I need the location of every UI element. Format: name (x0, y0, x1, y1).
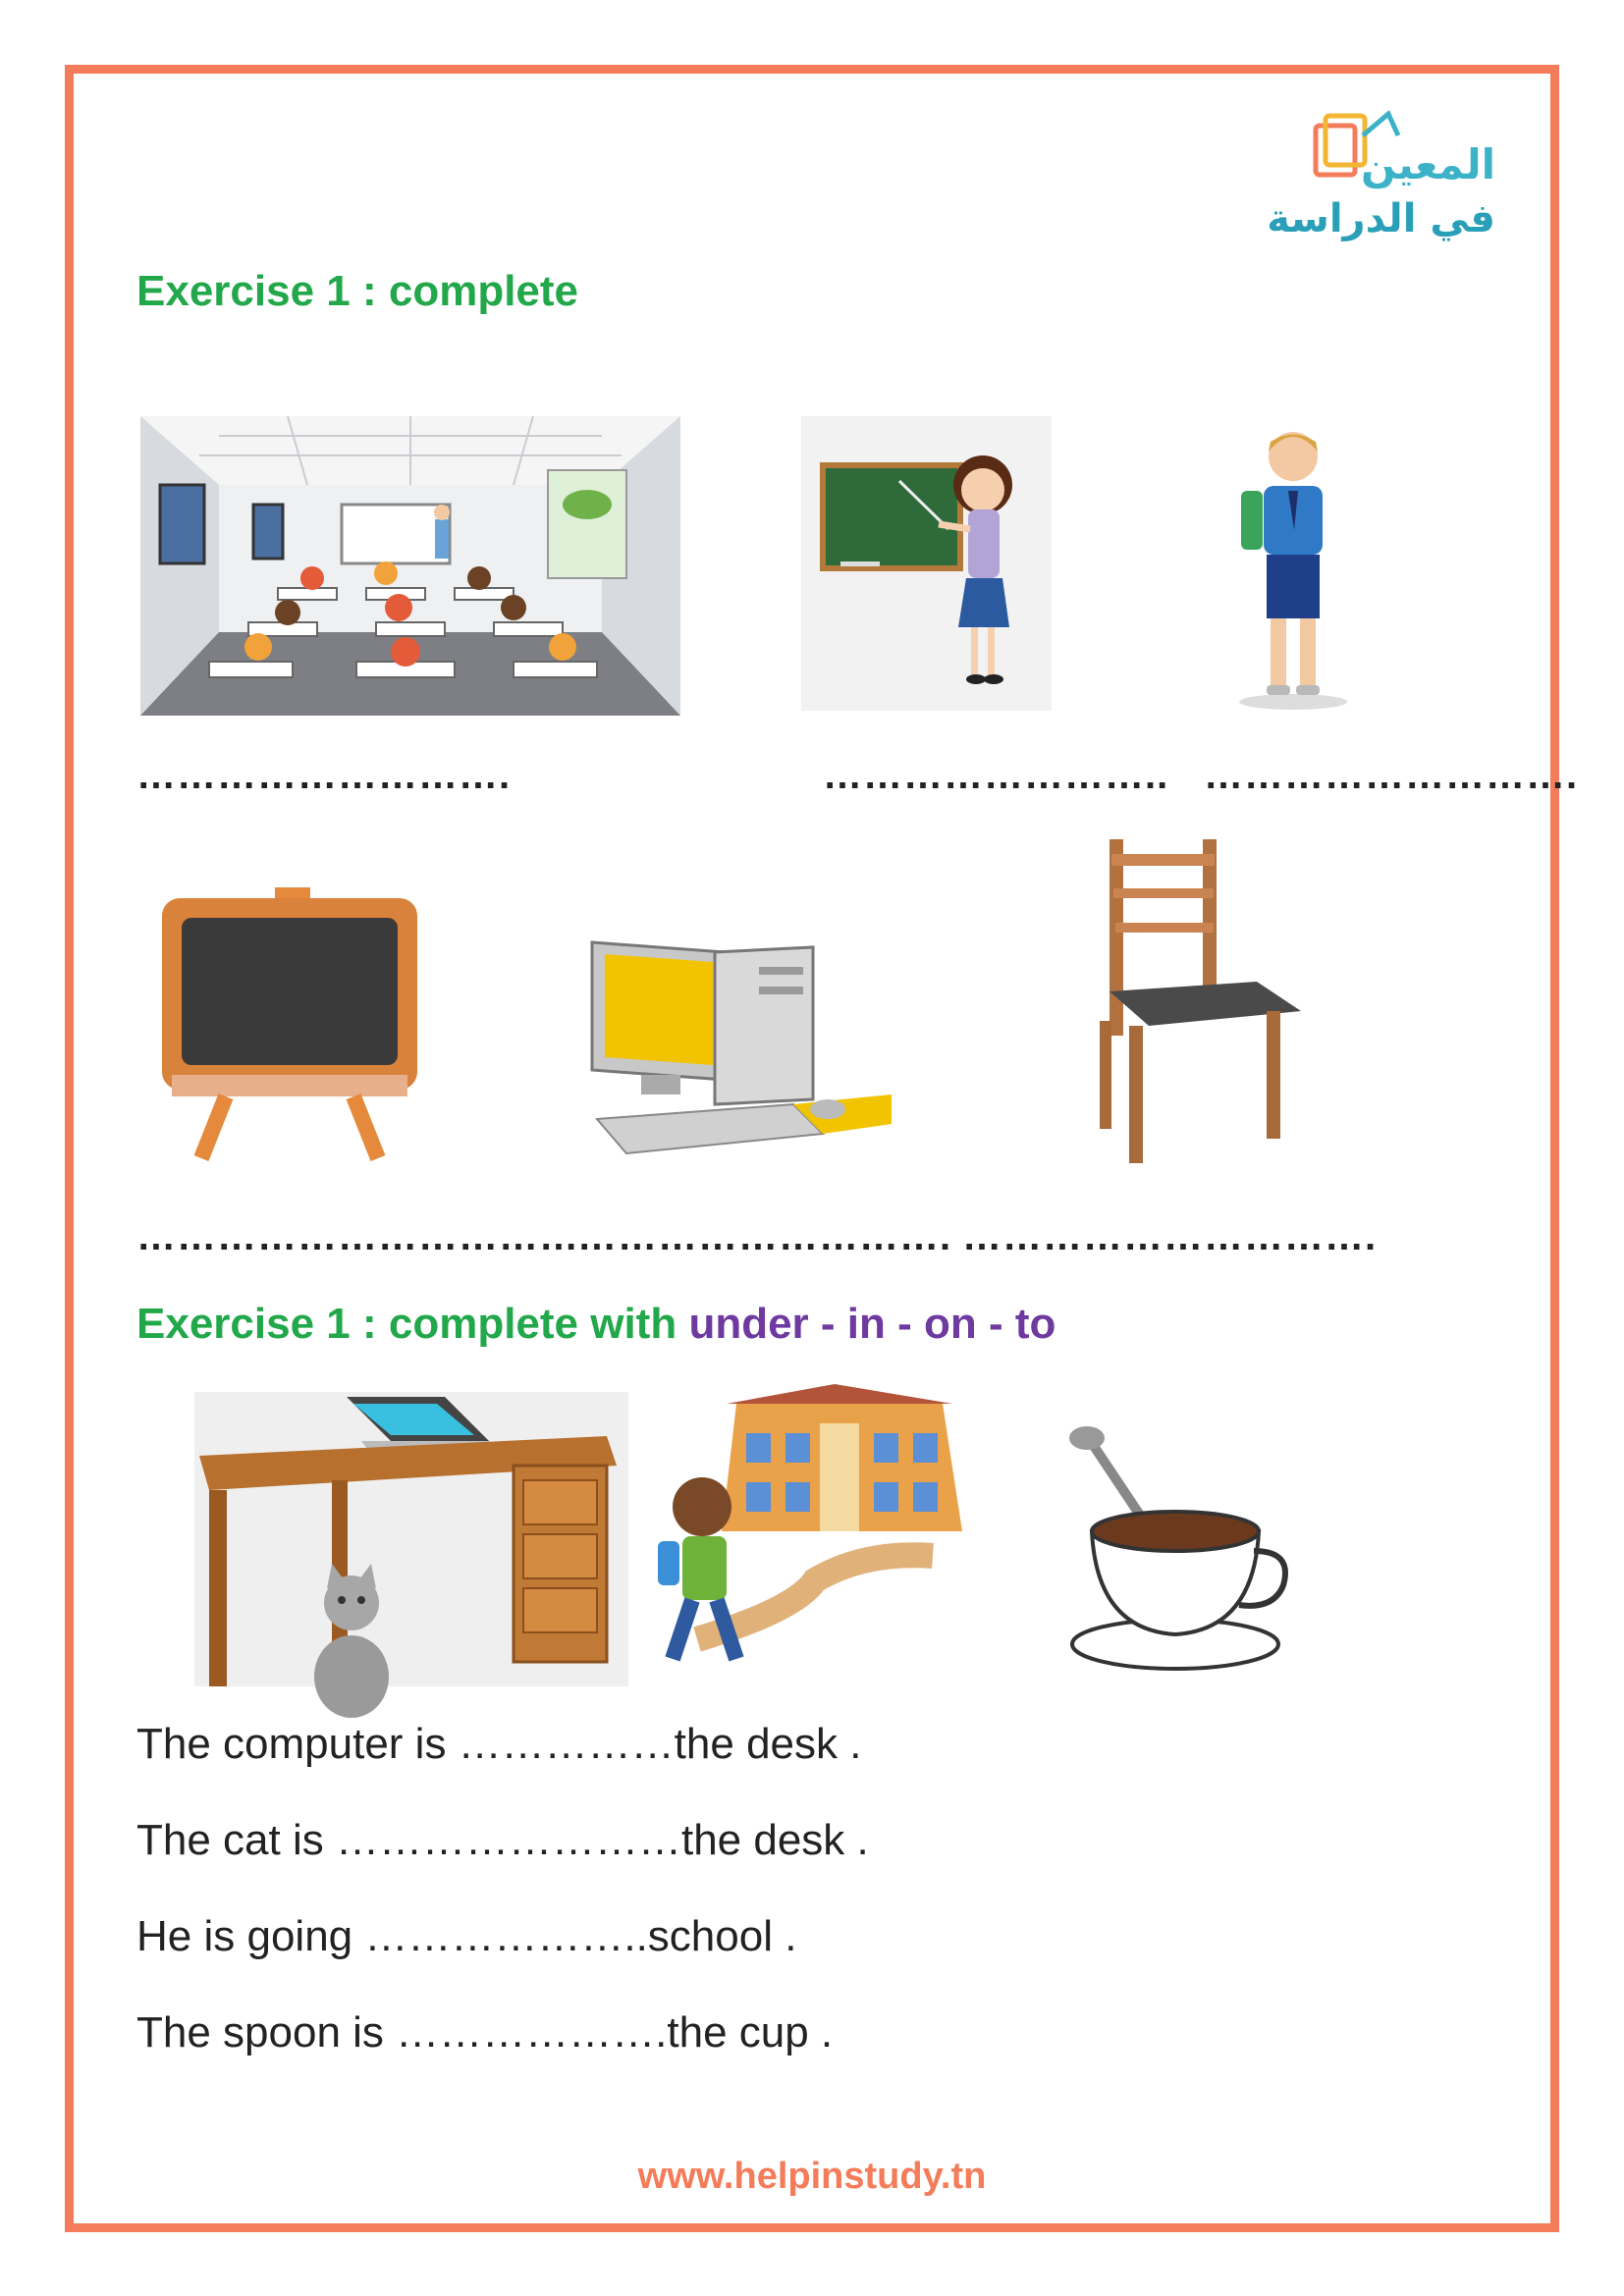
computer-image (587, 933, 901, 1168)
sentence-computer[interactable]: The computer is ……………the desk . (136, 1720, 862, 1768)
pupil-image (1229, 422, 1357, 717)
blank-pupil[interactable]: ………………………. (1204, 754, 1579, 797)
logo-text-2: في الدراسة (1267, 196, 1495, 241)
cup-spoon-image (1062, 1423, 1288, 1679)
blank-chair[interactable]: …………………………. (962, 1215, 1378, 1258)
exercise-2-title-prefix: Exercise 1 : complete with (136, 1300, 689, 1348)
blank-computer[interactable]: ………………………. (577, 1215, 952, 1258)
logo-text-1: المعين (1361, 140, 1495, 188)
sentence-school[interactable]: He is going ………………..school . (136, 1912, 797, 1960)
helpinstudy-logo (1267, 106, 1510, 243)
sentence-spoon[interactable]: The spoon is ……………….the cup . (136, 2008, 834, 2056)
desk-cat-laptop-image (194, 1392, 628, 1726)
classroom-image (140, 416, 680, 716)
blank-classroom[interactable]: ………………………. (136, 754, 512, 797)
sentence-cat[interactable]: The cat is ……………………the desk . (136, 1816, 869, 1864)
chair-image (1090, 834, 1306, 1168)
exercise-1-title: Exercise 1 : complete (136, 267, 579, 315)
blank-teacher[interactable]: …………………….. (823, 754, 1169, 797)
board-image (157, 883, 422, 1168)
blank-board[interactable]: …………………………… (136, 1215, 579, 1258)
boy-school-image (638, 1384, 992, 1688)
exercise-2-keywords: under - in - on - to (688, 1300, 1056, 1348)
footer-url[interactable]: www.helpinstudy.tn (637, 2156, 987, 2197)
exercise-2-title (136, 1300, 1056, 1349)
teacher-image (801, 416, 1052, 711)
